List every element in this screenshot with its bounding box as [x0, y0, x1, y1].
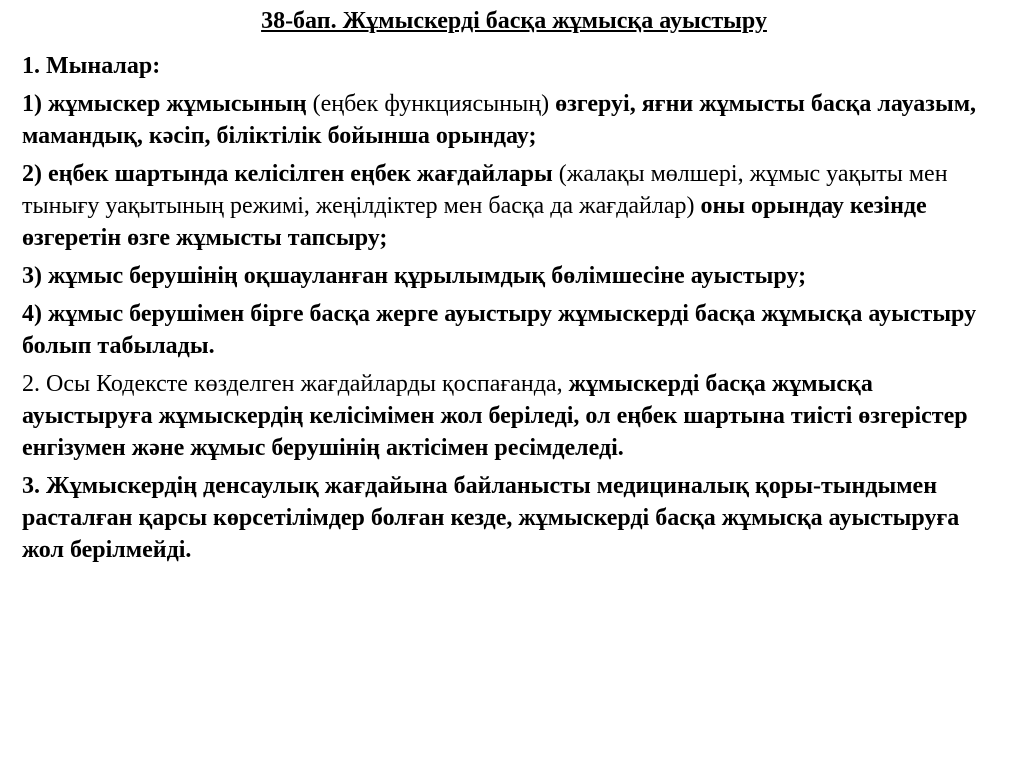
list-item-2-rest: оны орындау кезінде өзгеретін өзге жұмысты тапсыру; [22, 193, 927, 251]
page-title: 38-бап. Жұмыскерді басқа жұмысқа ауыстыру [261, 8, 767, 34]
list-item-2-lead: 2) еңбек шартында келісілген еңбек жағдайлары [22, 161, 553, 187]
list-item-1-note: (еңбек функциясының) [306, 91, 556, 117]
list-item-1 [22, 88, 1006, 152]
list-item-3-text: 3) жұмыс берушінің оқшауланған құрылымдық бөлімшесіне ауыстыру; [22, 263, 807, 289]
list-item-2-note: (жалақы мөлшері, жұмыс уақыты мен тынығу уақытының режимі, жеңілдіктер мен басқа да жағдайлар) [22, 161, 948, 219]
paragraph-2-rest: жұмыскерді басқа жұмысқа ауыстыруға жұмыскердің келісімімен жол беріледі, ол еңбек шартына тиісті өзгерістер енгізумен және жұмыс берушінің актісімен ресімделеді. [22, 371, 968, 461]
list-item-3 [22, 260, 1006, 292]
list-item-1-rest: өзгеруі, яғни жұмысты басқа лауазым, мамандық, кәсіп, біліктілік бойынша орындау; [22, 91, 977, 149]
list-item-4 [22, 298, 1006, 362]
paragraph-1-heading-text: 1. Мыналар: [22, 53, 161, 79]
list-item-2 [22, 158, 1006, 254]
list-item-1-lead: 1) жұмыскер жұмысының [22, 91, 307, 117]
paragraph-3 [22, 470, 1006, 566]
paragraph-3-text: 3. Жұмыскердің денсаулық жағдайына байланысты медициналық қоры-тындымен расталған қарсы көрсетілімдер болған кезде, жұмыскерді басқа жұмысқа ауыстыруға жол берілмейді. [22, 473, 960, 563]
list-item-4-text: 4) жұмыс берушімен бірге басқа жерге ауыстыру жұмыскерді басқа жұмысқа ауыстыру болып табылады. [22, 301, 977, 359]
paragraph-1-heading [22, 50, 1006, 82]
paragraph-2-lead: 2. Осы Кодексте көзделген жағдайларды қоспағанда, [22, 371, 569, 397]
paragraph-2 [22, 368, 1006, 464]
